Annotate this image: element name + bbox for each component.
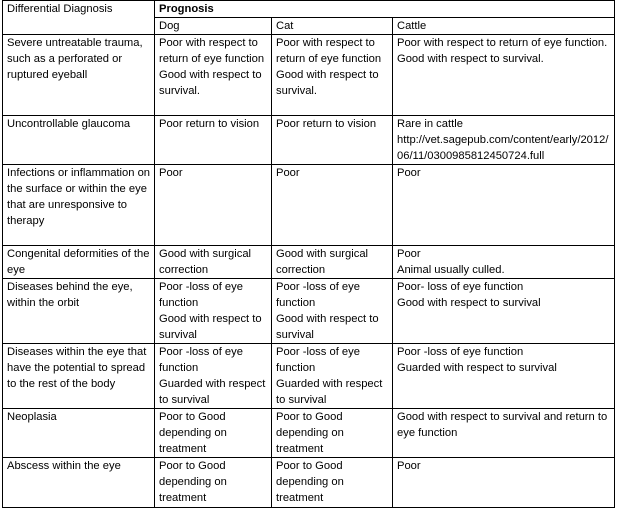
dog-line: Poor return to vision bbox=[159, 118, 260, 130]
cat-cell bbox=[272, 409, 393, 458]
cat-line: Poor to Good depending on treatment bbox=[276, 460, 344, 504]
cattle-cell bbox=[393, 116, 615, 165]
cat-line: Guarded with respect to survival bbox=[276, 378, 383, 406]
table-row bbox=[3, 246, 615, 279]
dog-cell bbox=[155, 344, 272, 409]
header-diagnosis: Differential Diagnosis bbox=[3, 1, 155, 35]
table-row bbox=[3, 165, 615, 246]
diagnosis-cell: Infections or inflammation on the surface or within the eye that are unresponsive to therapy bbox=[3, 165, 155, 246]
cat-cell bbox=[272, 344, 393, 409]
cattle-cell bbox=[393, 458, 615, 508]
header-dog: Dog bbox=[155, 18, 272, 35]
dog-cell bbox=[155, 409, 272, 458]
table-row bbox=[3, 458, 615, 508]
cat-line: Poor with respect to return of eye function bbox=[276, 37, 382, 65]
dog-line: Poor with respect to return of eye function bbox=[159, 37, 265, 65]
dog-line: Good with respect to survival. bbox=[159, 69, 262, 97]
dog-line: Poor to Good depending on treatment bbox=[159, 460, 227, 504]
diagnosis-cell: Congenital deformities of the eye bbox=[3, 246, 155, 279]
diagnosis-cell: Severe untreatable trauma, such as a perforated or ruptured eyeball bbox=[3, 35, 155, 116]
reference-link[interactable]: http://vet.sagepub.com/content/early/2012/06/11/0300985812450724.full bbox=[397, 134, 609, 162]
dog-line: Poor -loss of eye function bbox=[159, 281, 243, 309]
cat-cell bbox=[272, 279, 393, 344]
dog-cell bbox=[155, 116, 272, 165]
dog-cell bbox=[155, 35, 272, 116]
cat-line: Poor return to vision bbox=[276, 118, 377, 130]
cat-line: Poor -loss of eye function bbox=[276, 281, 360, 309]
cat-line: Good with respect to survival bbox=[276, 313, 379, 341]
diagnosis-cell: Diseases within the eye that have the potential to spread to the rest of the body bbox=[3, 344, 155, 409]
cat-cell bbox=[272, 35, 393, 116]
dog-line: Guarded with respect to survival bbox=[159, 378, 266, 406]
header-cat: Cat bbox=[272, 18, 393, 35]
table-row bbox=[3, 35, 615, 116]
cat-cell bbox=[272, 116, 393, 165]
dog-line: Good with surgical correction bbox=[159, 248, 252, 276]
cattle-line: Good with respect to survival. bbox=[397, 53, 544, 65]
cat-line: Poor bbox=[276, 167, 300, 179]
dog-line: Good with respect to survival bbox=[159, 313, 262, 341]
cattle-line: Poor bbox=[397, 167, 421, 179]
table-row bbox=[3, 344, 615, 409]
table-row bbox=[3, 409, 615, 458]
dog-cell bbox=[155, 279, 272, 344]
cattle-line: Poor bbox=[397, 248, 421, 260]
diagnosis-cell: Uncontrollable glaucoma bbox=[3, 116, 155, 165]
cattle-cell bbox=[393, 246, 615, 279]
cattle-line: Animal usually culled. bbox=[397, 264, 505, 276]
header-row-top bbox=[3, 1, 615, 18]
cattle-cell bbox=[393, 344, 615, 409]
cattle-cell bbox=[393, 409, 615, 458]
prognosis-table bbox=[2, 0, 615, 508]
dog-cell bbox=[155, 246, 272, 279]
cattle-line: Poor- loss of eye function bbox=[397, 281, 524, 293]
header-cattle: Cattle bbox=[393, 18, 615, 35]
cattle-line: Poor with respect to return of eye function. bbox=[397, 37, 608, 49]
cattle-line: Guarded with respect to survival bbox=[397, 362, 557, 374]
cat-cell bbox=[272, 246, 393, 279]
diagnosis-cell: Diseases behind the eye, within the orbit bbox=[3, 279, 155, 344]
cattle-line: Poor -loss of eye function bbox=[397, 346, 524, 358]
cat-line: Good with respect to survival. bbox=[276, 69, 379, 97]
table-row bbox=[3, 116, 615, 165]
cat-line: Good with surgical correction bbox=[276, 248, 369, 276]
dog-line: Poor -loss of eye function bbox=[159, 346, 243, 374]
cattle-cell bbox=[393, 279, 615, 344]
diagnosis-cell: Abscess within the eye bbox=[3, 458, 155, 508]
cat-line: Poor to Good depending on treatment bbox=[276, 411, 344, 455]
table-row bbox=[3, 279, 615, 344]
dog-cell bbox=[155, 165, 272, 246]
cattle-cell bbox=[393, 35, 615, 116]
header-prognosis: Prognosis bbox=[155, 1, 615, 18]
dog-line: Poor bbox=[159, 167, 183, 179]
cattle-line: Good with respect to survival bbox=[397, 297, 541, 309]
cat-cell bbox=[272, 165, 393, 246]
cat-cell bbox=[272, 458, 393, 508]
cat-line: Poor -loss of eye function bbox=[276, 346, 360, 374]
dog-cell bbox=[155, 458, 272, 508]
cattle-line: Poor bbox=[397, 460, 421, 472]
cattle-line: Rare in cattle bbox=[397, 118, 463, 130]
diagnosis-cell: Neoplasia bbox=[3, 409, 155, 458]
prognosis-table-body bbox=[3, 1, 615, 508]
cattle-line: Good with respect to survival and return to eye function bbox=[397, 411, 608, 439]
cattle-cell bbox=[393, 165, 615, 246]
dog-line: Poor to Good depending on treatment bbox=[159, 411, 227, 455]
